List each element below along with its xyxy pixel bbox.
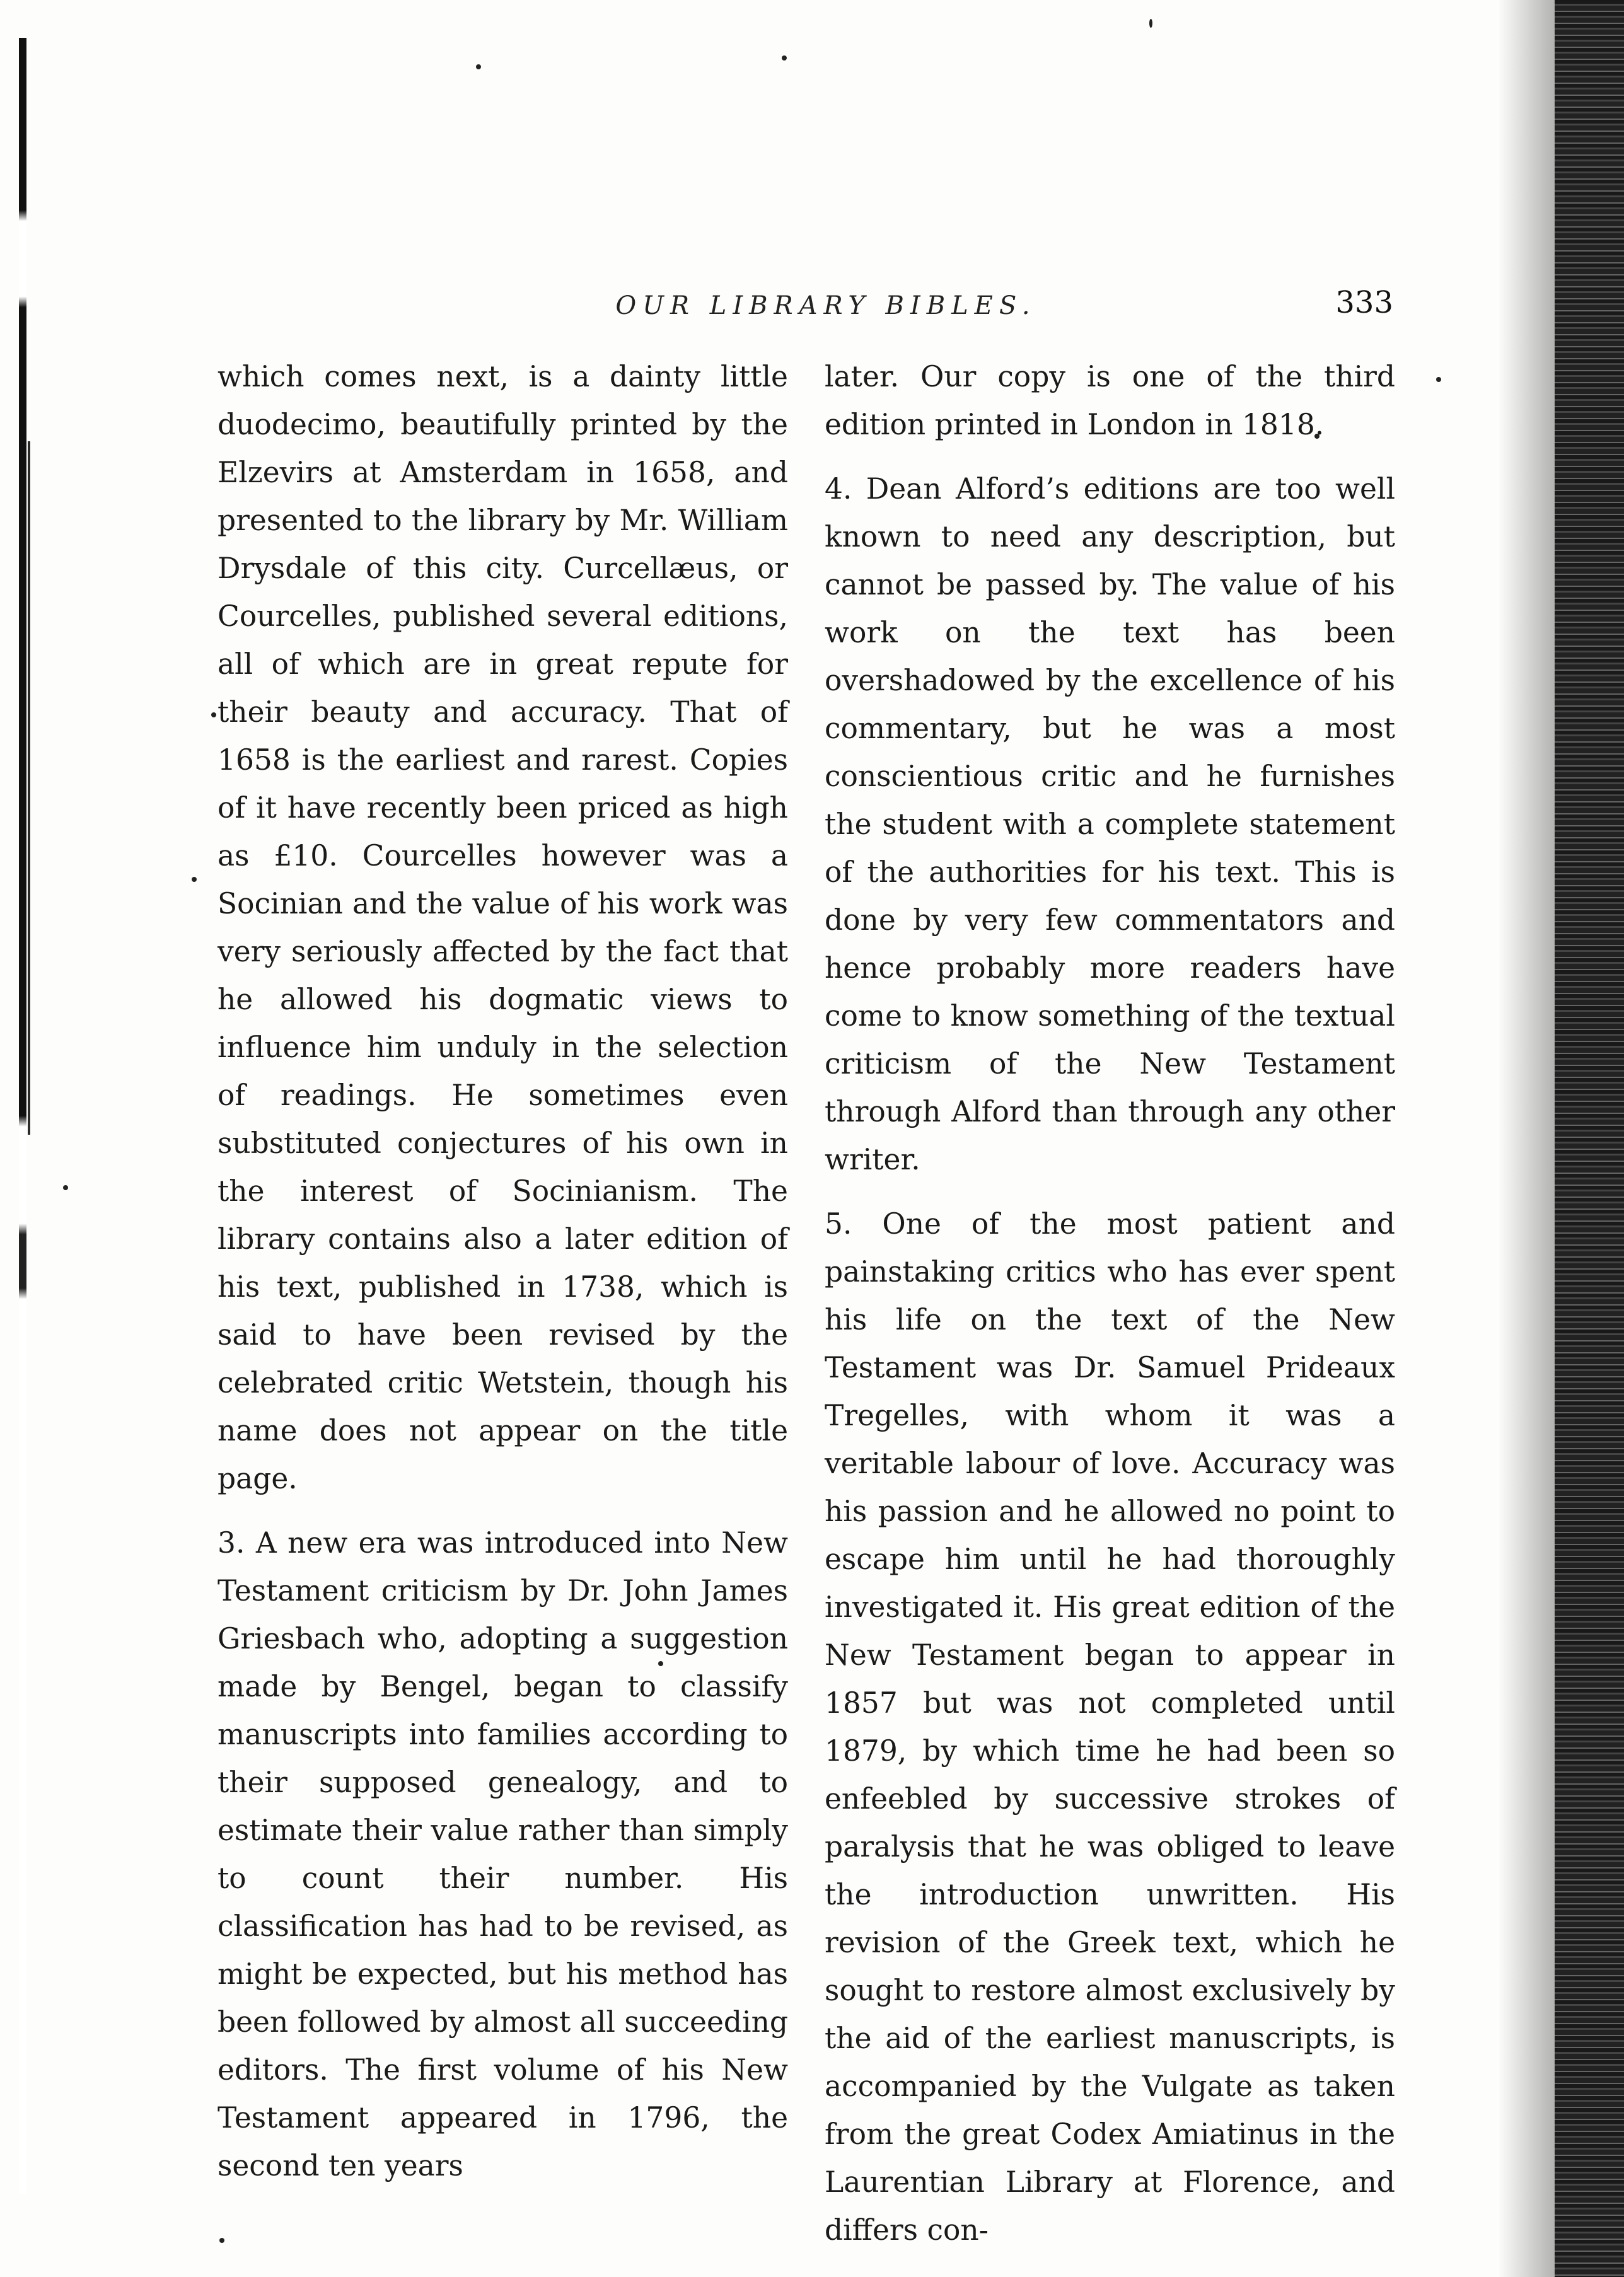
scan-speck [1436, 377, 1441, 382]
scan-speck [63, 1185, 68, 1190]
paragraph: later. Our copy is one of the third edition printed in London in 1818. [825, 360, 1395, 441]
scan-edge-left-thin [28, 441, 30, 1135]
paragraph: 4. Dean Alford’s editions are too well known to need any description, but cannot be passed by. The value of his work on the text has been overshadowed by the excellence of his commentary, but he was a most conscientious critic and he furnishes the student with a complete statement of the authorities for his text. This is done by very few commentators and hence probably more readers have come to know something of the textual criticism of the New Testament through Alford than through any other writer. [825, 472, 1395, 1176]
running-title: OUR LIBRARY BIBLES. [615, 291, 1036, 320]
paragraph: 5. One of the most patient and painstaking critics who has ever spent his life on the text of the New Testament was Dr. Samuel Prideaux Tregelles, with whom it was a veritable labour of love. Accuracy was his passion and he allowed no point to escape him until he had thoroughly investigated it. His great edition of the New Testament began to appear in 1857 but was not completed until 1879, by which time he had been so enfeebled by successive strokes of paralysis that he was obliged to leave the introduction unwritten. His revision of the Greek text, which he sought to restore almost exclusively by the aid of the earliest manuscripts, is accompanied by the Vulgate as taken from the great Codex Amiatinus in the Laurentian Library at Florence, and differs con- [825, 1207, 1395, 2247]
scan-speck [219, 2238, 224, 2243]
binding-fade [1498, 0, 1555, 2277]
right-column [825, 353, 1395, 2271]
scan-speck [1149, 19, 1152, 28]
paragraph: 3. A new era was introduced into New Testament criticism by Dr. John James Griesbach who, adopting a suggestion made by Bengel, began to classify manuscripts into families according to their supposed genealogy, and to estimate their value rather than simply to count their number. His classification has had to be revised, as might be expected, but his method has been followed by almost all succeeding editors. The first volume of his New Testament appeared in 1796, the second ten years [218, 1526, 788, 2182]
scan-speck [782, 55, 787, 61]
binding-shadow [1555, 0, 1624, 2277]
scan-edge-left [19, 38, 26, 2194]
scan-speck [211, 712, 216, 717]
page-number: 333 [1335, 285, 1393, 320]
left-column [218, 353, 788, 2206]
scan-speck [192, 877, 197, 882]
scan-speck [476, 64, 481, 69]
paragraph: which comes next, is a dainty little duodecimo, beautifully printed by the Elzevirs at Amsterdam in 1658, and presented to the library by Mr. William Drysdale of this city. Curcellæus, or Courcelles, published several editions, all of which are in great repute for their beauty and accuracy. That of 1658 is the earliest and rarest. Copies of it have recently been priced as high as £10. Courcelles however was a Socinian and the value of his work was very seriously affected by the fact that he allowed his dogmatic views to influence him unduly in the selection of readings. He sometimes even substituted conjectures of his own in the interest of Socinianism. The library contains also a later edition of his text, published in 1738, which is said to have been revised by the celebrated critic Wetstein, though his name does not appear on the title page. [218, 360, 788, 1495]
